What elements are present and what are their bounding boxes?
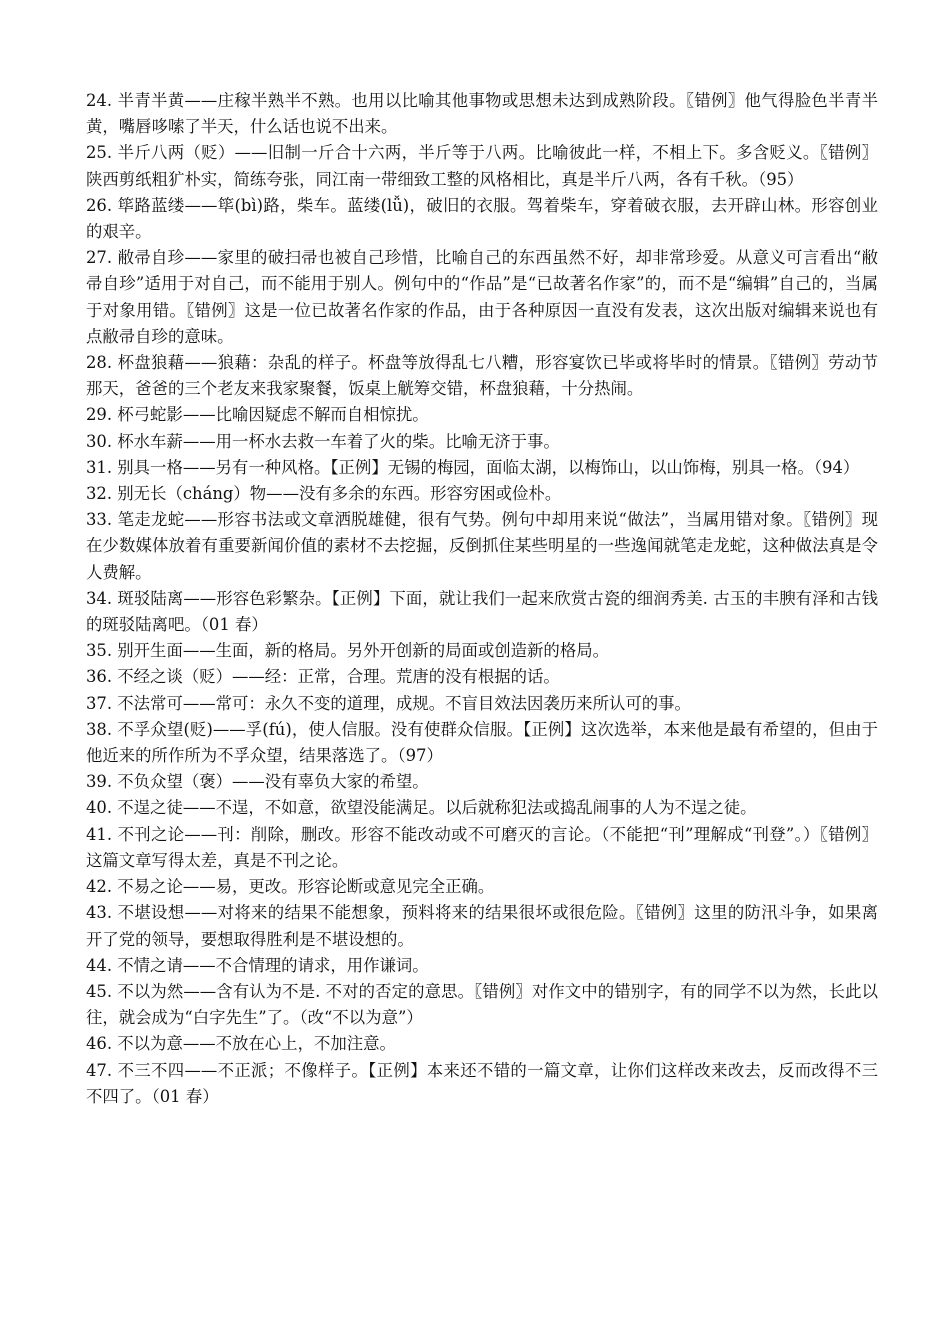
- entry-35: 35. 别开生面——生面，新的格局。另外开创新的局面或创造新的格局。: [86, 641, 609, 661]
- entry-32: 32. 别无长（cháng）物——没有多余的东西。形容穷困或俭朴。: [86, 484, 562, 504]
- entry-47: 47. 不三不四——不正派；不像样子。【正例】本来还不错的一篇文章，让你们这样改来改去，反而改得不三不四了。（01 春）: [86, 1060, 878, 1106]
- entry-40: 40. 不逞之徒——不逞，不如意，欲望没能满足。以后就称犯法或捣乱闹事的人为不逞之徒。: [86, 798, 757, 818]
- entry-24: 24. 半青半黄——庄稼半熟半不熟。也用以比喻其他事物或思想未达到成熟阶段。〖错例〗他气得脸色半青半黄，嘴唇哆嗦了半天，什么话也说不出来。: [86, 91, 878, 137]
- entry-25: 25. 半斤八两（贬）——旧制一斤合十六两，半斤等于八两。比喻彼此一样，不相上下。多含贬义。〖错例〗陕西剪纸粗犷朴实，简练夸张，同江南一带细致工整的风格相比，真是半斤八两，各有千秋。（95）: [86, 143, 878, 189]
- entry-31: 31. 别具一格——另有一种风格。【正例】无锡的梅园，面临太湖，以梅饰山，以山饰梅，别具一格。（94）: [86, 457, 860, 477]
- entry-26: 26. 筚路蓝缕——筚(bì)路，柴车。蓝缕(lǚ)，破旧的衣服。驾着柴车，穿着破衣服，去开辟山林。形容创业的艰辛。: [86, 195, 878, 242]
- entry-29: 29. 杯弓蛇影——比喻因疑虑不解而自相惊扰。: [86, 405, 429, 425]
- entry-33: 33. 笔走龙蛇——形容书法或文章洒脱雄健，很有气势。例句中却用来说“做法”，当属用错对象。〖错例〗现在少数媒体放着有重要新闻价值的素材不去挖掘，反倒抓住某些明星的一些逸闻就笔走龙蛇，这种做法真是令人费解。: [86, 510, 878, 582]
- entry-34: 34. 斑驳陆离——形容色彩繁杂。【正例】下面，就让我们一起来欣赏古瓷的细润秀美. 古玉的丰腴有泽和古钱的斑驳陆离吧。（01 春）: [86, 588, 878, 635]
- entry-43: 43. 不堪设想——对将来的结果不能想象，预料将来的结果很坏或很危险。〖错例〗这里的防汛斗争，如果离开了党的领导，要想取得胜利是不堪设想的。: [86, 903, 878, 949]
- entry-45: 45. 不以为然——含有认为不是. 不对的否定的意思。〖错例〗对作文中的错别字，有的同学不以为然，长此以往，就会成为“白字先生”了。（改“不以为意”）: [86, 981, 878, 1028]
- entry-38: 38. 不孚众望(贬)——孚(fú)，使人信服。没有使群众信服。【正例】这次选举，本来他是最有希望的，但由于他近来的所作所为不孚众望，结果落选了。（97）: [86, 719, 878, 766]
- entry-37: 37. 不法常可——常可：永久不变的道理，成规。不盲目效法因袭历来所认可的事。: [86, 693, 691, 713]
- entry-36: 36. 不经之谈（贬）——经：正常，合理。荒唐的没有根据的话。: [86, 667, 560, 687]
- entry-28: 28. 杯盘狼藉——狼藉：杂乱的样子。杯盘等放得乱七八糟，形容宴饮已毕或将毕时的情景。〖错例〗劳动节那天，爸爸的三个老友来我家聚餐，饭桌上觥筹交错，杯盘狼藉，十分热闹。: [86, 353, 878, 399]
- entry-42: 42. 不易之论——易，更改。形容论断或意见完全正确。: [86, 877, 495, 897]
- entry-30: 30. 杯水车薪——用一杯水去救一车着了火的柴。比喻无济于事。: [86, 431, 560, 451]
- entry-27: 27. 敝帚自珍——家里的破扫帚也被自己珍惜，比喻自己的东西虽然不好，却非常珍爱。从意义可言看出“敝帚自珍”适用于对自己，而不能用于别人。例句中的“作品”是“已故著名作家”的，而不是“编辑”自己的，当属于对象用错。〖错例〗这是一位已故著名作家的作品，由于各种原因一直没有发表，这次出版对编辑来说也有点敝帚自珍的意味。: [86, 248, 878, 346]
- idiom-list: [86, 88, 878, 1110]
- entry-44: 44. 不情之请——不合情理的请求，用作谦词。: [86, 955, 429, 975]
- entry-41: 41. 不刊之论——刊：削除，删改。形容不能改动或不可磨灭的言论。（不能把“刊”理解成“刊登”。）〖错例〗这篇文章写得太差，真是不刊之论。: [86, 824, 878, 870]
- entry-39: 39. 不负众望（褒）——没有辜负大家的希望。: [86, 772, 429, 792]
- entry-46: 46. 不以为意——不放在心上，不加注意。: [86, 1034, 396, 1054]
